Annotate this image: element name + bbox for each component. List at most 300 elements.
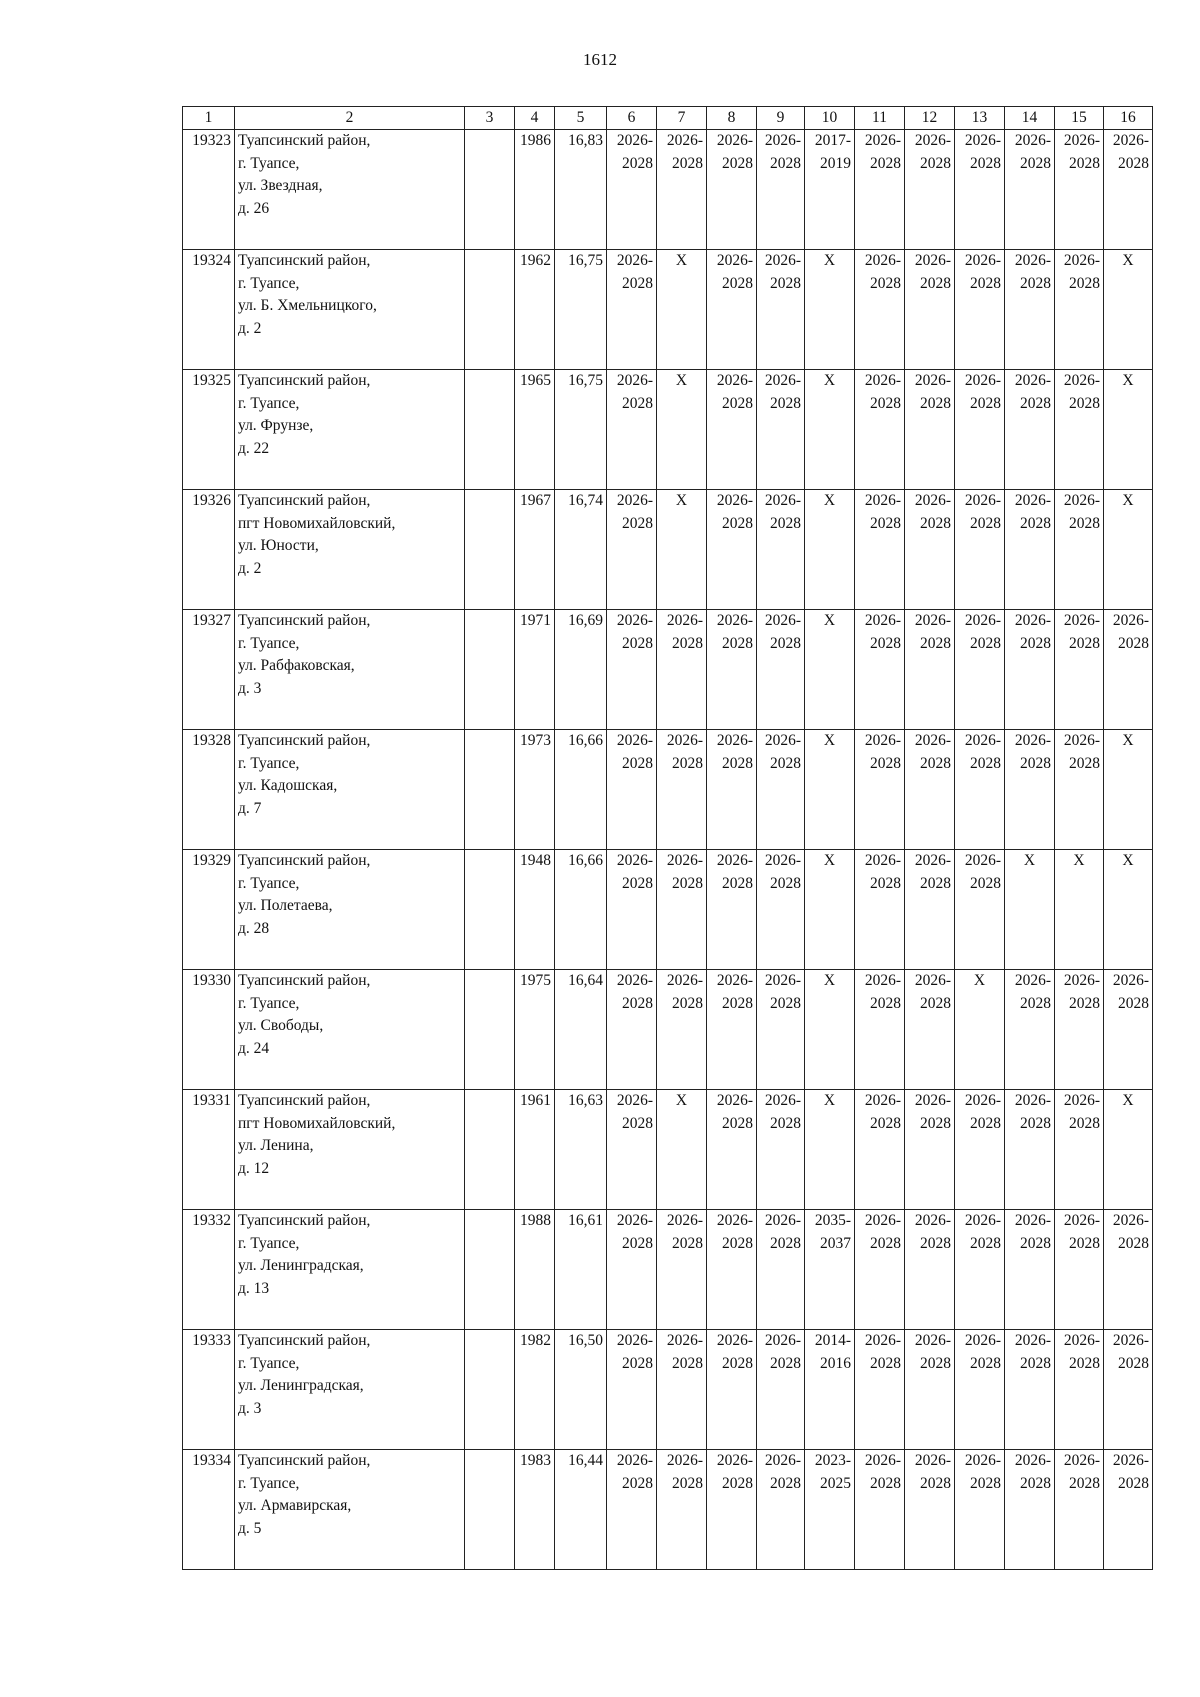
period-part: 2026-: [914, 252, 951, 269]
period-part: 2028: [622, 1354, 653, 1372]
address-line: Туапсинский район,: [238, 1092, 371, 1109]
period-part: 2019: [820, 154, 851, 172]
column-header-16: 16: [1104, 107, 1153, 130]
period-cell-col-15: [1055, 1330, 1104, 1450]
period-part: 2026-: [666, 1452, 703, 1469]
address-line: ул. Ленинградская,: [238, 1257, 364, 1274]
period-cell-col-11: [855, 1090, 905, 1210]
period-cell-col-13: [955, 1090, 1005, 1210]
period-cell-col-15: [1055, 370, 1104, 490]
period-cell-col-11: [855, 610, 905, 730]
period-cell-col-12: [905, 1330, 955, 1450]
period-part: 2026-: [1063, 252, 1100, 269]
period-part: 2017-: [814, 132, 851, 149]
column-header-9: 9: [757, 107, 805, 130]
year-cell: 1983: [515, 1450, 555, 1570]
period-cell-col-15: [1055, 130, 1104, 250]
area-cell: 16,74: [555, 490, 607, 610]
period-part: 2028: [770, 394, 801, 412]
row-id: 19326: [183, 490, 235, 610]
period-cell-col-6: [607, 1330, 657, 1450]
period-part: 2028: [920, 634, 951, 652]
period-cell-col-9: [757, 970, 805, 1090]
address-line: ул. Рабфаковская,: [238, 657, 355, 674]
row-id: 19325: [183, 370, 235, 490]
period-part: 2026-: [1014, 1332, 1051, 1349]
address-line: Туапсинский район,: [238, 252, 371, 269]
period-part: 2026-: [864, 1092, 901, 1109]
period-part: 2016: [820, 1354, 851, 1372]
period-part: 2026-: [716, 612, 753, 629]
period-part: 2026-: [1063, 972, 1100, 989]
period-cell-col-8: [707, 250, 757, 370]
column-header-15: 15: [1055, 107, 1104, 130]
period-part: 2026-: [1063, 372, 1100, 389]
period-part: 2026-: [616, 612, 653, 629]
period-cell-col-15: [1055, 490, 1104, 610]
period-cell-col-14: [1005, 1450, 1055, 1570]
period-cell-col-8: [707, 610, 757, 730]
address-cell: [235, 730, 465, 850]
address-cell: [235, 130, 465, 250]
period-part: 2026-: [666, 1332, 703, 1349]
period-cell-col-11: [855, 850, 905, 970]
period-part: 2035-: [814, 1212, 851, 1229]
period-cell-col-10: [805, 490, 855, 610]
column-number-header: [183, 107, 1153, 130]
period-part: 2026-: [764, 852, 801, 869]
address-line: ул. Б. Хмельницкого,: [238, 297, 377, 314]
period-part: 2028: [622, 874, 653, 892]
period-part: 2026-: [616, 1092, 653, 1109]
column-header-2: 2: [235, 107, 465, 130]
period-part: 2028: [1069, 1114, 1100, 1132]
period-part: 2026-: [616, 732, 653, 749]
period-part: 2026-: [1112, 1212, 1149, 1229]
period-cell-col-6: [607, 370, 657, 490]
period-part: 2026-: [864, 1332, 901, 1349]
period-cell-col-14: [1005, 970, 1055, 1090]
address-cell: [235, 490, 465, 610]
period-cell-col-15: [1055, 610, 1104, 730]
period-cell-col-12: [905, 1090, 955, 1210]
period-part: 2028: [920, 514, 951, 532]
period-part: 2028: [1118, 1234, 1149, 1252]
period-part: 2026-: [914, 1452, 951, 1469]
period-part: 2028: [722, 994, 753, 1012]
period-part: 2028: [672, 1354, 703, 1372]
address-line: пгт Новомихайловский,: [238, 1114, 396, 1132]
period-part: 2026-: [864, 372, 901, 389]
period-cell-col-13: [955, 1330, 1005, 1450]
address-cell: [235, 370, 465, 490]
not-applicable-mark: X: [1122, 852, 1134, 869]
period-part: 2028: [770, 874, 801, 892]
column-3-cell: [465, 370, 515, 490]
address-line: д. 26: [238, 199, 270, 217]
address-line: г. Туапсе,: [238, 1474, 300, 1492]
period-part: 2026-: [1014, 372, 1051, 389]
period-part: 2028: [622, 1114, 653, 1132]
period-cell-col-13: [955, 130, 1005, 250]
period-part: 2028: [622, 1474, 653, 1492]
period-part: 2026-: [764, 732, 801, 749]
period-cell-col-15: [1055, 1450, 1104, 1570]
address-cell: [235, 1090, 465, 1210]
period-part: 2028: [1069, 154, 1100, 172]
period-part: 2028: [870, 754, 901, 772]
address-line: ул. Свободы,: [238, 1017, 324, 1034]
period-part: 2028: [722, 394, 753, 412]
address-line: Туапсинский район,: [238, 852, 371, 869]
address-line: ул. Армавирская,: [238, 1497, 352, 1514]
period-cell-col-9: [757, 250, 805, 370]
period-part: 2026-: [964, 852, 1001, 869]
period-cell-col-14: [1005, 370, 1055, 490]
period-part: 2028: [722, 634, 753, 652]
period-part: 2026-: [764, 252, 801, 269]
period-cell-col-11: [855, 730, 905, 850]
period-cell-col-13: [955, 970, 1005, 1090]
period-part: 2026-: [716, 132, 753, 149]
period-part: 2026-: [666, 972, 703, 989]
period-cell-col-14: [1005, 250, 1055, 370]
period-part: 2037: [820, 1234, 851, 1252]
period-part: 2026-: [914, 732, 951, 749]
period-part: 2026-: [864, 612, 901, 629]
year-cell: 1982: [515, 1330, 555, 1450]
period-part: 2026-: [666, 852, 703, 869]
column-3-cell: [465, 250, 515, 370]
period-part: 2026-: [964, 252, 1001, 269]
row-id: 19329: [183, 850, 235, 970]
period-part: 2026-: [1063, 1332, 1100, 1349]
period-cell-col-6: [607, 730, 657, 850]
address-line: Туапсинский район,: [238, 732, 371, 749]
period-part: 2026-: [764, 612, 801, 629]
period-part: 2028: [622, 634, 653, 652]
address-cell: [235, 970, 465, 1090]
row-id: 19323: [183, 130, 235, 250]
period-part: 2026-: [964, 1092, 1001, 1109]
address-line: д. 12: [238, 1159, 270, 1177]
period-part: 2026-: [1063, 1092, 1100, 1109]
period-cell-col-10: [805, 610, 855, 730]
period-part: 2028: [1069, 1474, 1100, 1492]
period-part: 2028: [970, 154, 1001, 172]
period-part: 2028: [1020, 634, 1051, 652]
period-cell-col-16: [1104, 970, 1153, 1090]
not-applicable-mark: X: [675, 1092, 688, 1109]
period-cell-col-12: [905, 130, 955, 250]
period-part: 2026-: [666, 612, 703, 629]
address-line: г. Туапсе,: [238, 1234, 300, 1252]
column-3-cell: [465, 730, 515, 850]
period-part: 2026-: [964, 492, 1001, 509]
table-row: [183, 970, 1153, 1090]
period-cell-col-13: [955, 1450, 1005, 1570]
period-cell-col-16: [1104, 850, 1153, 970]
period-cell-col-12: [905, 1210, 955, 1330]
address-line: г. Туапсе,: [238, 754, 300, 772]
period-cell-col-9: [757, 610, 805, 730]
period-cell-col-9: [757, 850, 805, 970]
period-cell-col-13: [955, 490, 1005, 610]
period-cell-col-10: [805, 970, 855, 1090]
column-header-10: 10: [805, 107, 855, 130]
period-cell-col-6: [607, 970, 657, 1090]
period-part: 2026-: [1014, 1452, 1051, 1469]
period-part: 2028: [1069, 394, 1100, 412]
period-part: 2026-: [1014, 972, 1051, 989]
period-part: 2028: [970, 1114, 1001, 1132]
period-cell-col-11: [855, 1210, 905, 1330]
period-cell-col-13: [955, 250, 1005, 370]
period-cell-col-11: [855, 370, 905, 490]
period-cell-col-7: [657, 610, 707, 730]
not-applicable-mark: X: [1122, 492, 1134, 509]
period-part: 2026-: [716, 852, 753, 869]
period-cell-col-8: [707, 730, 757, 850]
period-part: 2026-: [616, 1452, 653, 1469]
address-cell: [235, 250, 465, 370]
period-cell-col-14: [1005, 490, 1055, 610]
row-id: 19327: [183, 610, 235, 730]
period-part: 2028: [1118, 1474, 1149, 1492]
period-part: 2028: [1020, 1474, 1051, 1492]
period-part: 2028: [672, 874, 703, 892]
period-cell-col-13: [955, 850, 1005, 970]
address-line: г. Туапсе,: [238, 634, 300, 652]
period-part: 2028: [920, 1354, 951, 1372]
period-part: 2028: [722, 1354, 753, 1372]
period-cell-col-14: [1005, 1210, 1055, 1330]
not-applicable-mark: X: [823, 972, 836, 989]
period-cell-col-16: [1104, 1330, 1153, 1450]
year-cell: 1962: [515, 250, 555, 370]
period-part: 2026-: [1014, 732, 1051, 749]
period-cell-col-13: [955, 370, 1005, 490]
period-part: 2028: [1069, 274, 1100, 292]
address-line: д. 24: [238, 1039, 270, 1057]
period-part: 2026-: [1014, 492, 1051, 509]
row-id: 19332: [183, 1210, 235, 1330]
period-part: 2026-: [864, 972, 901, 989]
period-part: 2026-: [1063, 732, 1100, 749]
period-part: 2028: [722, 274, 753, 292]
table-row: [183, 1210, 1153, 1330]
period-cell-col-10: [805, 370, 855, 490]
period-part: 2028: [870, 874, 901, 892]
period-part: 2028: [672, 634, 703, 652]
period-part: 2028: [1069, 754, 1100, 772]
period-part: 2026-: [1014, 252, 1051, 269]
period-part: 2026-: [914, 612, 951, 629]
address-line: Туапсинский район,: [238, 492, 371, 509]
period-part: 2028: [870, 514, 901, 532]
period-cell-col-12: [905, 610, 955, 730]
table-row: [183, 370, 1153, 490]
period-cell-col-6: [607, 250, 657, 370]
period-part: 2028: [1020, 394, 1051, 412]
period-part: 2028: [970, 754, 1001, 772]
period-cell-col-16: [1104, 1450, 1153, 1570]
period-cell-col-7: [657, 1090, 707, 1210]
period-part: 2028: [920, 1114, 951, 1132]
address-line: Туапсинский район,: [238, 1332, 371, 1349]
area-cell: 16,66: [555, 850, 607, 970]
period-part: 2026-: [964, 1332, 1001, 1349]
period-cell-col-6: [607, 490, 657, 610]
period-part: 2026-: [764, 972, 801, 989]
period-part: 2026-: [1112, 1452, 1149, 1469]
table-row: [183, 1090, 1153, 1210]
period-part: 2026-: [666, 1212, 703, 1229]
period-part: 2026-: [716, 1092, 753, 1109]
column-header-3: 3: [465, 107, 515, 130]
address-line: г. Туапсе,: [238, 1354, 300, 1372]
not-applicable-mark: X: [1073, 852, 1085, 869]
period-cell-col-12: [905, 1450, 955, 1570]
not-applicable-mark: X: [823, 612, 836, 629]
period-part: 2026-: [864, 132, 901, 149]
period-cell-col-16: [1104, 1210, 1153, 1330]
period-part: 2028: [1020, 274, 1051, 292]
period-part: 2028: [770, 274, 801, 292]
period-part: 2026-: [666, 732, 703, 749]
period-part: 2026-: [1112, 972, 1149, 989]
address-line: д. 3: [238, 1399, 262, 1417]
address-line: д. 7: [238, 799, 262, 817]
period-part: 2028: [722, 754, 753, 772]
period-part: 2026-: [716, 492, 753, 509]
period-part: 2026-: [616, 972, 653, 989]
period-part: 2028: [1118, 634, 1149, 652]
period-part: 2026-: [716, 1212, 753, 1229]
not-applicable-mark: X: [1122, 252, 1134, 269]
column-header-1: 1: [183, 107, 235, 130]
period-part: 2028: [622, 514, 653, 532]
period-part: 2026-: [666, 132, 703, 149]
period-part: 2028: [672, 154, 703, 172]
row-id: 19324: [183, 250, 235, 370]
period-part: 2028: [1020, 1234, 1051, 1252]
row-id: 19331: [183, 1090, 235, 1210]
period-part: 2026-: [964, 1452, 1001, 1469]
year-cell: 1967: [515, 490, 555, 610]
period-part: 2026-: [1112, 1332, 1149, 1349]
period-part: 2028: [970, 274, 1001, 292]
period-cell-col-7: [657, 1330, 707, 1450]
period-part: 2023-: [814, 1452, 851, 1469]
area-cell: 16,44: [555, 1450, 607, 1570]
period-cell-col-9: [757, 1330, 805, 1450]
address-cell: [235, 1450, 465, 1570]
period-part: 2028: [622, 1234, 653, 1252]
period-part: 2028: [622, 154, 653, 172]
period-cell-col-12: [905, 490, 955, 610]
period-cell-col-8: [707, 130, 757, 250]
period-cell-col-7: [657, 970, 707, 1090]
period-cell-col-11: [855, 970, 905, 1090]
row-id: 19330: [183, 970, 235, 1090]
address-line: Туапсинский район,: [238, 1452, 371, 1469]
area-cell: 16,63: [555, 1090, 607, 1210]
address-line: Туапсинский район,: [238, 972, 371, 989]
period-cell-col-12: [905, 970, 955, 1090]
period-part: 2028: [1020, 754, 1051, 772]
table-row: [183, 730, 1153, 850]
period-cell-col-12: [905, 250, 955, 370]
column-3-cell: [465, 1330, 515, 1450]
table-row: [183, 610, 1153, 730]
period-cell-col-15: [1055, 850, 1104, 970]
period-cell-col-8: [707, 850, 757, 970]
period-part: 2026-: [616, 252, 653, 269]
period-part: 2028: [920, 1234, 951, 1252]
period-part: 2026-: [1063, 132, 1100, 149]
period-part: 2026-: [616, 1332, 653, 1349]
not-applicable-mark: X: [675, 492, 688, 509]
not-applicable-mark: X: [1122, 732, 1134, 749]
period-cell-col-12: [905, 370, 955, 490]
period-part: 2028: [722, 1474, 753, 1492]
not-applicable-mark: X: [823, 252, 836, 269]
period-part: 2028: [722, 1114, 753, 1132]
address-cell: [235, 850, 465, 970]
period-part: 2028: [770, 154, 801, 172]
address-line: ул. Полетаева,: [238, 897, 333, 914]
period-part: 2028: [622, 994, 653, 1012]
address-line: г. Туапсе,: [238, 274, 300, 292]
period-part: 2028: [870, 1474, 901, 1492]
period-cell-col-15: [1055, 970, 1104, 1090]
period-cell-col-14: [1005, 1090, 1055, 1210]
period-part: 2026-: [716, 972, 753, 989]
column-3-cell: [465, 1450, 515, 1570]
period-part: 2028: [672, 1234, 703, 1252]
address-line: д. 3: [238, 679, 262, 697]
period-part: 2026-: [964, 372, 1001, 389]
period-part: 2028: [870, 994, 901, 1012]
row-id: 19334: [183, 1450, 235, 1570]
column-3-cell: [465, 490, 515, 610]
area-cell: 16,61: [555, 1210, 607, 1330]
period-part: 2028: [920, 994, 951, 1012]
address-line: Туапсинский район,: [238, 1212, 371, 1229]
period-cell-col-7: [657, 850, 707, 970]
period-cell-col-7: [657, 730, 707, 850]
period-part: 2028: [1020, 994, 1051, 1012]
period-cell-col-6: [607, 850, 657, 970]
address-line: г. Туапсе,: [238, 394, 300, 412]
period-part: 2028: [970, 634, 1001, 652]
period-cell-col-7: [657, 130, 707, 250]
period-cell-col-11: [855, 490, 905, 610]
page-number: 1612: [583, 50, 617, 69]
address-line: ул. Фрунзе,: [238, 417, 314, 434]
period-cell-col-11: [855, 250, 905, 370]
period-part: 2028: [870, 1234, 901, 1252]
period-part: 2028: [920, 394, 951, 412]
period-cell-col-8: [707, 490, 757, 610]
period-part: 2028: [722, 874, 753, 892]
area-cell: 16,50: [555, 1330, 607, 1450]
period-part: 2026-: [1063, 1452, 1100, 1469]
period-part: 2026-: [616, 492, 653, 509]
table-row: [183, 1330, 1153, 1450]
column-header-6: 6: [607, 107, 657, 130]
